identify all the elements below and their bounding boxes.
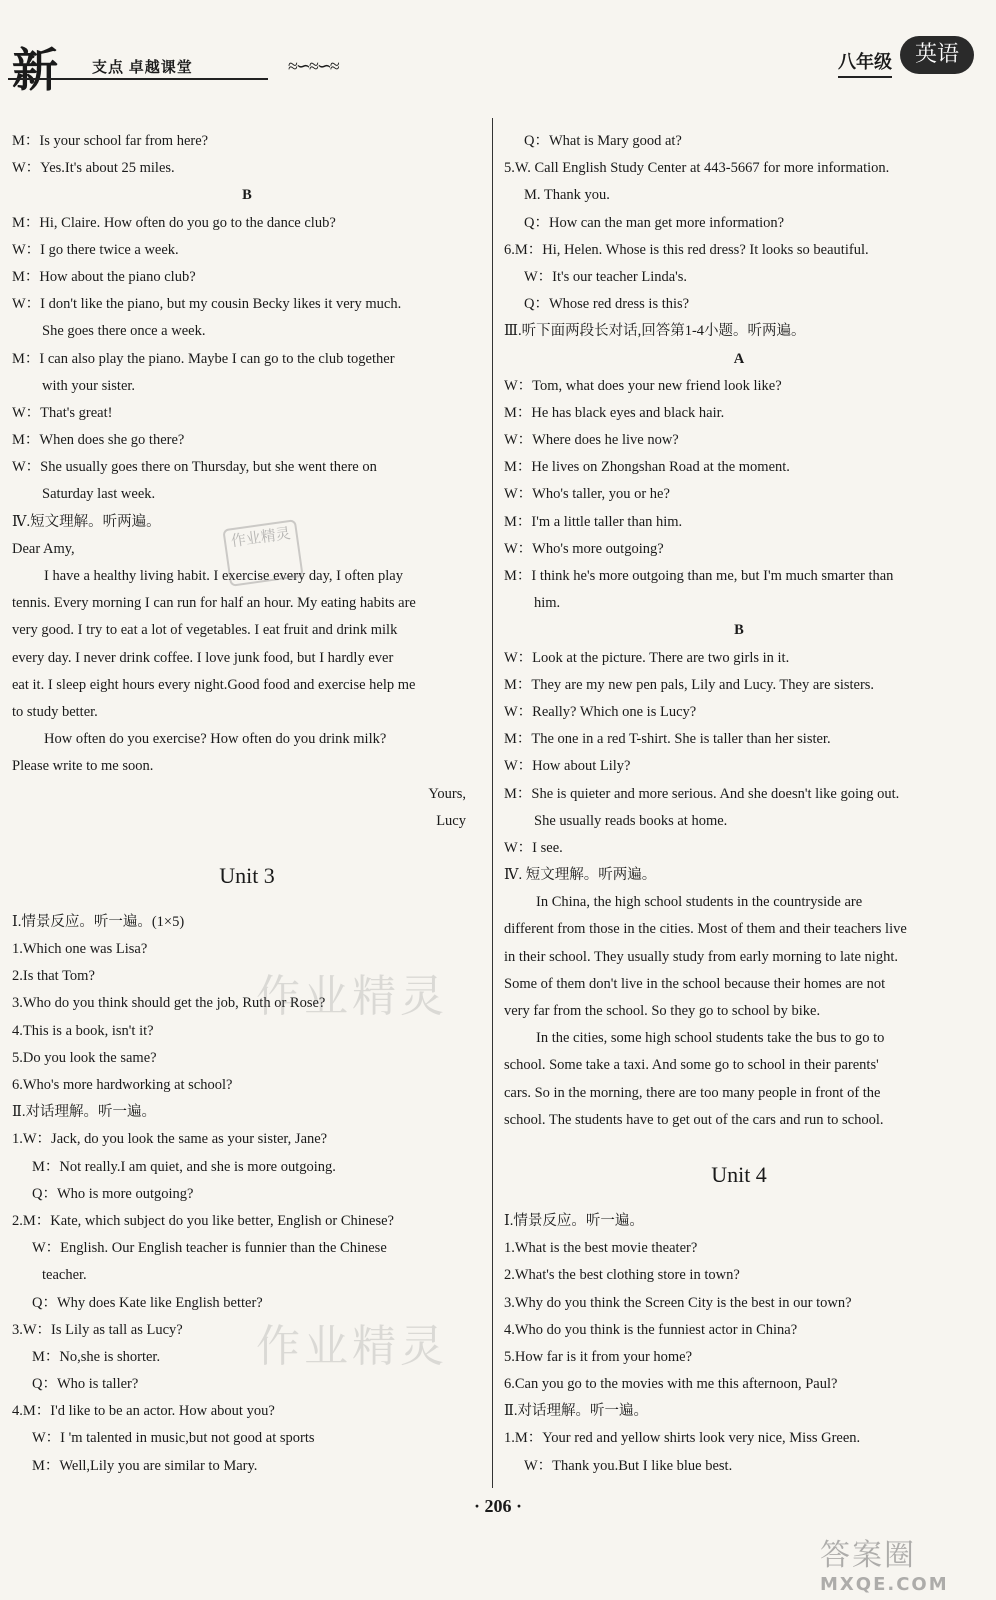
text-line: Ⅲ.听下面两段长对话,回答第1-4小题。听两遍。: [504, 323, 806, 340]
text-line: Some of them don't live in the school because their homes are not: [504, 975, 886, 992]
text-line: 3.Why do you think the Screen City is the best in our town?: [504, 1294, 852, 1311]
text-line: Ⅱ.对话理解。听一遍。: [12, 1104, 156, 1121]
text-line: very far from the school. So they go to school by bike.: [504, 1003, 821, 1019]
text-line: Q：Why does Kate like English better?: [32, 1294, 263, 1311]
text-line: A: [733, 350, 745, 367]
text-line: 2.M：Kate, which subject do you like better, English or Chinese?: [12, 1212, 394, 1229]
text-line: Ⅰ.情景反应。听一遍。(1×5): [12, 913, 185, 930]
text-line: very good. I try to eat a lot of vegetables. I eat fruit and drink milk: [12, 622, 398, 639]
text-line: M：He has black eyes and black hair.: [504, 404, 725, 421]
book-tagline: 支点 卓越课堂: [92, 60, 193, 76]
text-line: to study better.: [12, 703, 98, 720]
page-header: [0, 0, 996, 118]
text-line: every day. I never drink coffee. I love junk food, but I hardly ever: [12, 649, 394, 666]
unit-title: Unit 3: [219, 862, 275, 888]
text-line: W：It's our teacher Linda's.: [524, 268, 688, 285]
text-line: W：I see.: [504, 839, 563, 856]
text-line: M：The one in a red T-shirt. She is taller than her sister.: [504, 731, 831, 748]
text-line: W：Tom, what does your new friend look like?: [504, 377, 782, 394]
text-line: W：How about Lily?: [504, 758, 631, 775]
text-line: Q：What is Mary good at?: [524, 133, 682, 149]
corner-watermark-logo: 答案圈 MXQE.COM: [820, 1538, 949, 1595]
text-line: 5.How far is it from your home?: [504, 1348, 693, 1365]
text-line: 2.Is that Tom?: [12, 968, 95, 985]
book-logo: 新: [12, 43, 58, 97]
text-line: M：Hi, Claire. How often do you go to the dance club?: [12, 214, 336, 231]
text-line: B: [242, 187, 252, 204]
text-line: different from those in the cities. Most of them and their teachers live: [504, 921, 907, 938]
decorative-squiggle-icon: ≈∽≈∽≈: [288, 56, 338, 76]
text-line: W：Yes.It's about 25 miles.: [12, 160, 175, 177]
text-line: Ⅳ. 短文理解。听两遍。: [504, 867, 657, 884]
text-line: W：That's great!: [12, 404, 113, 421]
text-line: W：I go there twice a week.: [12, 241, 179, 258]
text-line: Q：How can the man get more information?: [524, 214, 785, 231]
text-line: 4.Who do you think is the funniest actor in China?: [504, 1321, 798, 1338]
watermark-stamp: 作业精灵: [222, 519, 303, 587]
text-line: Dear Amy,: [12, 540, 75, 557]
text-line: Q：Whose red dress is this?: [524, 296, 690, 313]
text-line: M. Thank you.: [524, 187, 610, 204]
text-line: Please write to me soon.: [12, 758, 154, 775]
text-line: M：He lives on Zhongshan Road at the moment.: [504, 459, 790, 476]
text-line: M：When does she go there?: [12, 432, 185, 449]
text-line: 1.W：Jack, do you look the same as your sister, Jane?: [12, 1131, 328, 1148]
text-line: 6.M：Hi, Helen. Whose is this red dress? It looks so beautiful.: [504, 241, 869, 258]
text-line: M：They are my new pen pals, Lily and Lucy. They are sisters.: [504, 676, 875, 693]
text-line: 4.This is a book, isn't it?: [12, 1022, 154, 1039]
text-line: him.: [534, 595, 561, 612]
text-line: M：Not really.I am quiet, and she is more outgoing.: [32, 1158, 336, 1175]
text-line: W：I don't like the piano, but my cousin Becky likes it very much.: [12, 296, 402, 313]
text-line: 3.W：Is Lily as tall as Lucy?: [12, 1321, 183, 1338]
text-line: M：I'm a little taller than him.: [504, 513, 683, 530]
text-line: 6.Who's more hardworking at school?: [12, 1077, 233, 1093]
text-line: school. The students have to get out of the cars and run to school.: [504, 1111, 884, 1128]
text-line: 5.W. Call English Study Center at 443-5667 for more information.: [504, 160, 890, 177]
text-line: I have a healthy living habit. I exercise every day, I often play: [44, 568, 403, 584]
text-line: tennis. Every morning I can run for half an hour. My eating habits are: [12, 595, 416, 612]
text-line: M：How about the piano club?: [12, 268, 196, 285]
text-line: In the cities, some high school students take the bus to go to: [536, 1030, 885, 1047]
text-line: W：English. Our English teacher is funnier than the Chinese: [32, 1240, 387, 1257]
text-line: In China, the high school students in the countryside are: [536, 894, 863, 911]
text-line: M：Well,Lily you are similar to Mary.: [32, 1457, 258, 1474]
text-line: M：I think he's more outgoing than me, but I'm much smarter than: [504, 568, 894, 584]
text-line: school. Some take a taxi. And some go to school in their parents': [504, 1057, 879, 1074]
text-line: B: [734, 622, 744, 639]
text-line: 1.What is the best movie theater?: [504, 1240, 698, 1257]
text-line: M：No,she is shorter.: [32, 1348, 161, 1365]
text-line: W：Look at the picture. There are two girls in it.: [504, 649, 790, 666]
left-column: [12, 128, 482, 1480]
watermark-2: 作业精灵: [256, 1321, 448, 1372]
text-line: in their school. They usually study from early morning to late night.: [504, 948, 898, 965]
text-line: Ⅰ.情景反应。听一遍。: [504, 1212, 644, 1229]
text-line: W：Thank you.But I like blue best.: [524, 1457, 733, 1474]
text-line: teacher.: [42, 1267, 87, 1284]
text-line: 5.Do you look the same?: [12, 1049, 157, 1066]
text-line: She usually reads books at home.: [534, 812, 728, 829]
text-line: W：I 'm talented in music,but not good at sports: [32, 1430, 315, 1447]
text-line: 3.Who do you think should get the job, Ruth or Rose?: [12, 995, 326, 1012]
text-line: 6.Can you go to the movies with me this afternoon, Paul?: [504, 1376, 838, 1393]
page-number: · 206 ·: [473, 1496, 522, 1516]
text-line: W：Where does he live now?: [504, 432, 679, 449]
text-line: M：I can also play the piano. Maybe I can go to the club together: [12, 350, 395, 367]
text-line: Lucy: [436, 812, 466, 829]
text-line: She goes there once a week.: [42, 323, 206, 340]
text-line: 4.M：I'd like to be an actor. How about you?: [12, 1403, 275, 1420]
subject-badge: 英语: [900, 36, 974, 74]
text-line: Ⅱ.对话理解。听一遍。: [504, 1403, 648, 1420]
text-line: 2.What's the best clothing store in town?: [504, 1267, 740, 1284]
right-column: [504, 128, 974, 1480]
text-line: eat it. I sleep eight hours every night.Good food and exercise help me: [12, 676, 416, 693]
text-line: cars. So in the morning, there are too many people in front of the: [504, 1084, 881, 1101]
text-line: M：She is quieter and more serious. And she doesn't like going out.: [504, 785, 900, 802]
text-line: with your sister.: [42, 377, 136, 394]
header-rule: [8, 78, 268, 80]
column-divider: [492, 118, 493, 1488]
text-line: W：Really? Which one is Lucy?: [504, 703, 697, 720]
watermark-1: 作业精灵: [256, 971, 448, 1022]
text-line: Q：Who is more outgoing?: [32, 1185, 194, 1202]
text-line: How often do you exercise? How often do you drink milk?: [44, 731, 387, 748]
text-line: Ⅳ.短文理解。听两遍。: [12, 513, 161, 530]
text-line: 1.M：Your red and yellow shirts look very nice, Miss Green.: [504, 1430, 861, 1447]
text-line: M：Is your school far from here?: [12, 133, 209, 149]
grade-label: 八年级: [838, 48, 892, 78]
text-line: W：Who's more outgoing?: [504, 540, 664, 557]
text-line: Q：Who is taller?: [32, 1376, 139, 1393]
text-line: 1.Which one was Lisa?: [12, 941, 148, 958]
text-line: W：Who's taller, you or he?: [504, 486, 670, 503]
text-line: W：She usually goes there on Thursday, but she went there on: [12, 459, 377, 476]
text-line: Saturday last week.: [42, 486, 156, 503]
text-line: Yours,: [428, 785, 466, 802]
unit-title: Unit 4: [711, 1161, 767, 1187]
